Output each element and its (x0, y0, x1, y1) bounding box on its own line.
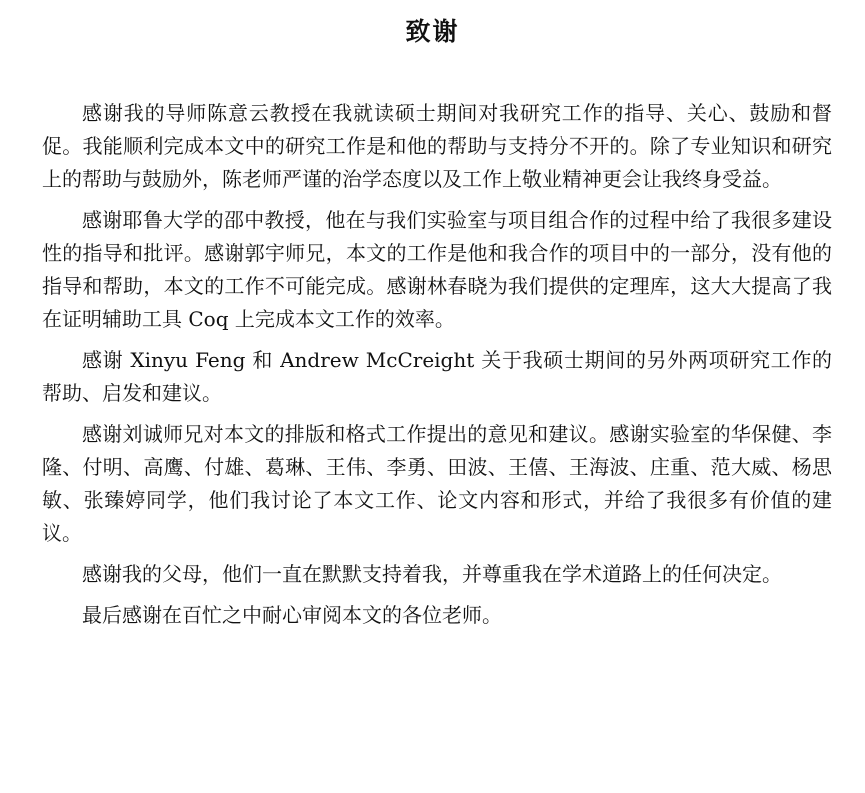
paragraph-parents: 感谢我的父母，他们一直在默默支持着我，并尊重我在学术道路上的任何决定。 (82, 562, 782, 586)
page-title: 致谢 (405, 17, 460, 46)
paragraph-other-research: 感谢 Xinyu Feng 和 Andrew McCreight 关于我硕士期间的另外两项研究工作的帮助、启发和建议。 (42, 348, 832, 405)
paragraph-advisor: 感谢我的导师陈意云教授在我就读硕士期间对我研究工作的指导、关心、鼓励和督促。我能顺利完成本文中的研究工作是和他的帮助与支持分不开的。除了专业知识和研究上的帮助与鼓励外，陈老师严谨的治学态度以及工作上敬业精神更会让我终身受益。 (42, 101, 832, 191)
paragraph-reviewers: 最后感谢在百忙之中耐心审阅本文的各位老师。 (82, 603, 502, 627)
paragraph-yale-collaboration: 感谢耶鲁大学的邵中教授，他在与我们实验室与项目组合作的过程中给了我很多建设性的指导和批评。感谢郭宇师兄，本文的工作是他和我合作的项目中的一部分，没有他的指导和帮助，本文的工作不可能完成。感谢林春晓为我们提供的定理库，这大大提高了我在证明辅助工具 Coq 上完成本文工作的效率。 (42, 208, 832, 331)
acknowledgement-body (42, 97, 832, 640)
paragraph-labmates: 感谢刘诚师兄对本文的排版和格式工作提出的意见和建议。感谢实验室的华保健、李隆、付明、高鹰、付雄、葛琳、王伟、李勇、田波、王僖、王海波、庄重、范大威、杨思敏、张臻婷同学，他们我讨论了本文工作、论文内容和形式，并给了我很多有价值的建议。 (42, 422, 832, 545)
